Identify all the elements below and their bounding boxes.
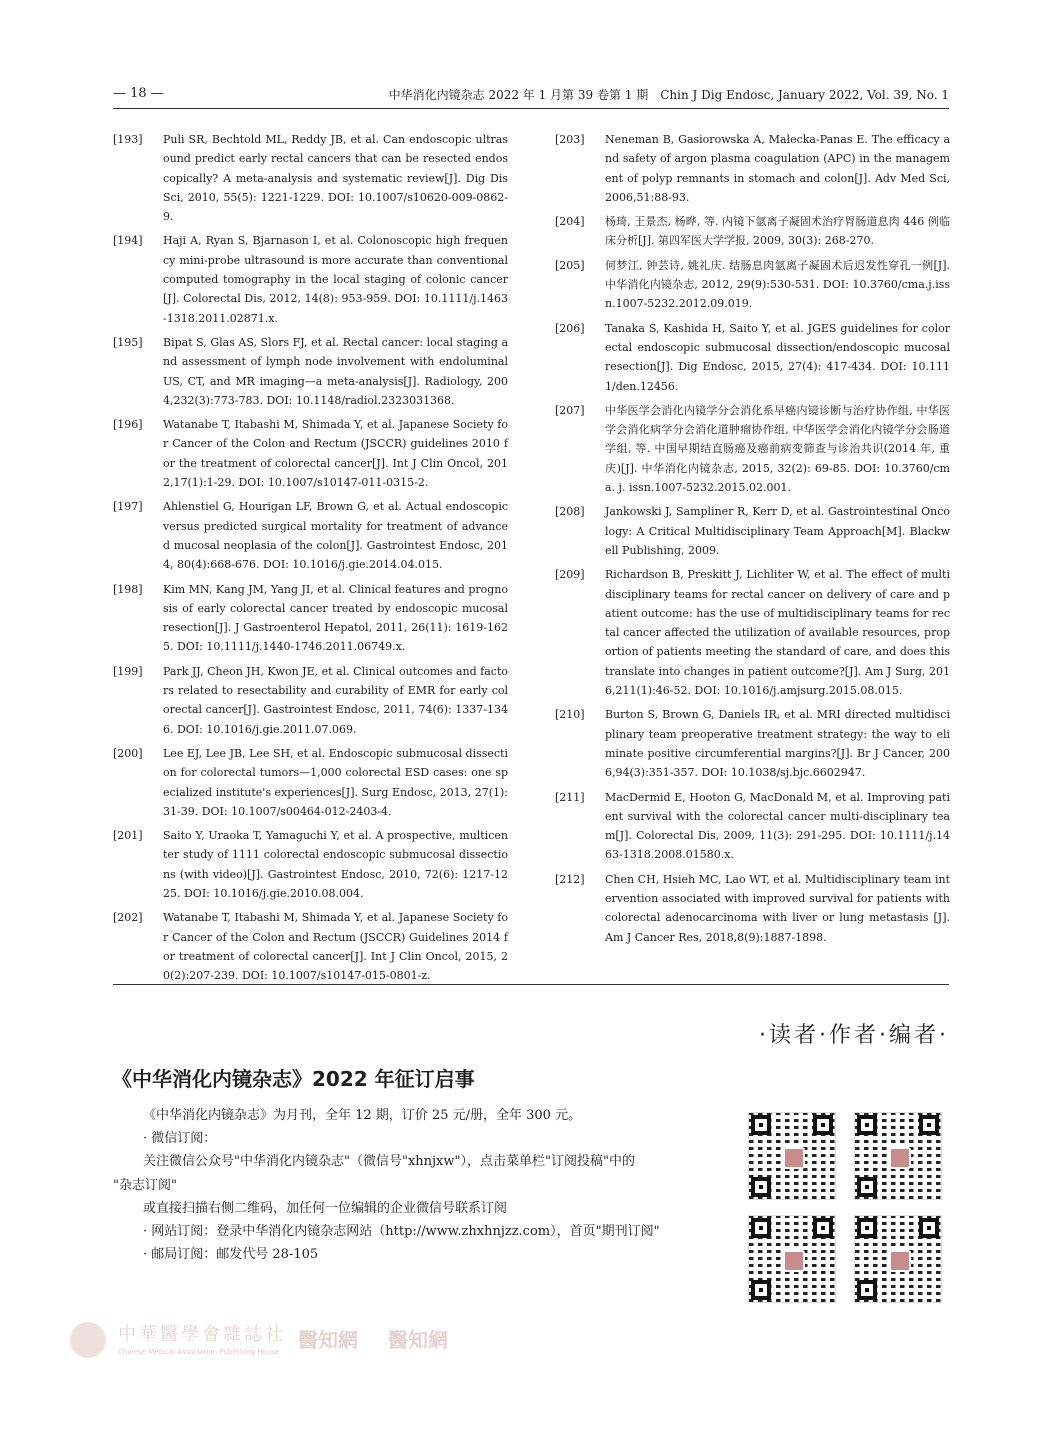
reference-number: [202]: [113, 911, 143, 925]
notice-title: 《中华消化内镜杂志》2022 年征订启事: [112, 1067, 475, 1091]
reference-number: [204]: [555, 215, 585, 229]
qr-code-grid: [748, 1112, 948, 1302]
reference-text: Watanabe T, Itabashi M, Shimada Y, et al. Japanese Society for Cancer of the Colon and Rectum (JSCCR) guidelines 2010 for the treatment of colorectal cancer[J]. Int J Clin Oncol, 2012,17(1):1-29. DOI: 10.1007/s10147-011-0315-2.: [163, 418, 508, 490]
editor-avatar: [783, 1147, 805, 1169]
reference-number: [193]: [113, 133, 143, 146]
reference-item: [555, 705, 950, 782]
reference-number: [209]: [555, 568, 585, 582]
reference-text: Kim MN, Kang JM, Yang JI, et al. Clinical features and prognosis of early colorectal cancer treated by endoscopic mucosal resection[J]. J Gastroenterol Hepatol, 2011, 26(11): 1619-1625. DOI: 10.1111/j.1440-1746.2011.06749.x.: [163, 582, 508, 654]
references-left-column: [113, 130, 508, 990]
reference-number: [203]: [555, 133, 585, 146]
reference-text: Lee EJ, Lee JB, Lee SH, et al. Endoscopic submucosal dissection for colorectal tumors—1,000 colorectal ESD cases: one specialized institute's experiences[J]. Surg Endosc, 2013, 27(1):31-39. DOI: 10.1007/s00464-012-2403-4.: [163, 746, 508, 818]
reference-number: [194]: [113, 234, 143, 248]
page-header: [113, 84, 949, 109]
reference-number: [201]: [113, 829, 143, 843]
reference-number: [198]: [113, 582, 143, 596]
editor-avatar: [889, 1147, 911, 1169]
reference-number: [206]: [555, 321, 585, 335]
reference-text: Tanaka S, Kashida H, Saito Y, et al. JGES guidelines for colorectal endoscopic submucosal dissection/endoscopic mucosal resection[J]. Dig Endosc, 2015, 27(4): 417-434. DOI: 10.1111/den.12456.: [605, 321, 950, 393]
notice-paragraph: · 邮局订阅：邮发代号 28-105: [143, 1247, 319, 1263]
reference-text: Park JJ, Cheon JH, Kwon JE, et al. Clinical outcomes and factors related to resectability and curability of EMR for early colorectal cancer[J]. Gastrointest Endosc, 2011, 74(6): 1337-1346. DOI: 10.1016/j.gie.2011.07.069.: [163, 664, 508, 736]
reference-number: [207]: [555, 403, 585, 417]
reference-item: [113, 744, 508, 821]
notice-paragraph: 关注微信公众号"中华消化内镜杂志"（微信号"xhnjxw"），点击菜单栏"订阅投稿"中的: [143, 1154, 635, 1170]
references-right-column: [555, 130, 950, 952]
reference-text: Richardson B, Preskitt J, Lichliter W, et al. The effect of multidisciplinary teams for rectal cancer on delivery of care and patient outcome: has the use of multidisciplinary teams for rectal cancer affected the utilization of available resources, proportion of patients meeting the standard of care, and does this translate into changes in patient outcome?[J]. Am J Surg, 2016,211(1):46-52. DOI: 10.1016/j.amjsurg.2015.08.015.: [605, 568, 950, 698]
notice-paragraph: 或直接扫描右侧二维码，加任何一位编辑的企业微信号联系订阅: [143, 1200, 508, 1216]
reference-number: [208]: [555, 505, 585, 519]
reference-text: Burton S, Brown G, Daniels IR, et al. MRI directed multidisciplinary team preoperative treatment strategy: the way to eliminate positive circumferential margins?[J]. Br J Cancer, 2006,94(3):351-357. DOI: 10.1038/sj.bjc.6602947.: [605, 708, 950, 780]
reference-number: [211]: [555, 790, 585, 804]
notice-paragraph: · 微信订阅：: [143, 1131, 217, 1147]
reference-number: [195]: [113, 335, 143, 349]
reference-item: [555, 212, 950, 251]
reference-item: [113, 231, 508, 327]
reference-number: [197]: [113, 500, 143, 514]
reference-item: [555, 130, 950, 207]
reference-text: Watanabe T, Itabashi M, Shimada Y, et al. Japanese Society for Cancer of the Colon and Rectum (JSCCR) Guidelines 2014 for treatment of colorectal cancer[J]. Int J Clin Oncol, 2015, 20(2):207-239. DOI: 10.1007/s10147-015-0801-z.: [163, 911, 508, 983]
reference-item: [113, 826, 508, 903]
reference-text: 杨琦, 王景杰, 杨晔, 等. 内镜下氩离子凝固术治疗胃肠道息肉 446 例临床分析[J]. 第四军医大学学报, 2009, 30(3): 268-270.: [605, 215, 950, 248]
reference-item: [555, 319, 950, 396]
reference-text: Saito Y, Uraoka T, Yamaguchi Y, et al. A prospective, multicenter study of 1111 colorectal endoscopic submucosal dissections (with video)[J]. Gastrointest Endosc, 2010, 72(6): 1217-1225. DOI: 10.1016/j.gie.2010.08.004.: [163, 829, 508, 900]
qr-code-icon[interactable]: [854, 1215, 942, 1303]
notice-body: [113, 1104, 738, 1266]
qr-code-icon[interactable]: [748, 1215, 836, 1303]
reference-item: [113, 333, 508, 410]
notice-paragraph: · 网站订阅：登录中华消化内镜杂志网站（http://www.zhxhnjzz.com），首页"期刊订阅": [143, 1224, 660, 1240]
notice-paragraph: "杂志订阅": [113, 1177, 177, 1193]
reference-text: Jankowski J, Sampliner R, Kerr D, et al. Gastrointestinal Oncology: A Critical Multidisciplinary Team Approach[M]. Blackwell Publishing, 2009.: [605, 505, 950, 557]
publisher-name-en: Chinese Medical Association Publishing House: [118, 1348, 280, 1356]
reference-number: [205]: [555, 258, 585, 272]
publisher-seal-icon: [70, 1322, 106, 1358]
reference-item: [113, 662, 508, 739]
editor-avatar: [889, 1250, 911, 1272]
editor-avatar: [783, 1250, 805, 1272]
reference-number: [200]: [113, 746, 143, 760]
reference-text: Neneman B, Gasiorowska A, Małecka-Panas E. The efficacy and safety of argon plasma coagulation (APC) in the management of polyp remnants in stomach and colon[J]. Adv Med Sci, 2006,51:88-93.: [605, 133, 950, 204]
notice-paragraph: 《中华消化内镜杂志》为月刊，全年 12 期，订价 25 元/册，全年 300 元。: [143, 1108, 582, 1123]
reference-text: Bipat S, Glas AS, Slors FJ, et al. Rectal cancer: local staging and assessment of lymph node involvement with endoluminal US, CT, and MR imaging—a meta-analysis[J]. Radiology, 2004,232(3):773-783. DOI: 10.1148/radiol.2323031368.: [163, 335, 508, 407]
reference-number: [196]: [113, 418, 143, 432]
reference-item: [555, 256, 950, 314]
reference-text: Puli SR, Bechtold ML, Reddy JB, et al. Can endoscopic ultrasound predict early rectal cancers that can be resected endoscopically? A meta-analysis and systematic review[J]. Dig Dis Sci, 2010, 55(5): 1221-1229. DOI: 10.1007/s10620-009-0862-9.: [163, 133, 508, 224]
publisher-logo: [70, 1318, 490, 1368]
page-number: — 18 —: [113, 86, 164, 101]
reference-number: [212]: [555, 872, 585, 886]
reference-item: [113, 415, 508, 492]
reference-item: [113, 580, 508, 657]
reference-item: [555, 401, 950, 497]
reference-item: [113, 130, 508, 226]
section-divider: [113, 984, 949, 985]
reference-item: [113, 908, 508, 985]
reference-item: [555, 565, 950, 700]
reference-text: Haji A, Ryan S, Bjarnason I, et al. Colonoscopic high frequency mini-probe ultrasound is more accurate than conventional computed tomography in the local staging of colonic cancer[J]. Colorectal Dis, 2012, 14(8): 953-959. DOI: 10.1111/j.1463-1318.2011.02871.x.: [163, 234, 508, 325]
reference-text: MacDermid E, Hooton G, MacDonald M, et al. Improving patient survival with the colorectal cancer multi-disciplinary team[J]. Colorectal Dis, 2009, 11(3): 291-295. DOI: 10.1111/j.1463-1318.2008.01580.x.: [605, 790, 950, 862]
section-tag: ·读者·作者·编者·: [759, 1023, 949, 1048]
qr-code-icon[interactable]: [854, 1112, 942, 1200]
reference-text: 何梦江, 钟芸诗, 姚礼庆. 结肠息肉氩离子凝固术后迟发性穿孔一例[J]. 中华消化内镜杂志, 2012, 29(9):530-531. DOI: 10.3760/cma.j.issn.1007-5232.2012.09.019.: [605, 258, 950, 311]
reference-item: [113, 497, 508, 574]
reference-item: [555, 870, 950, 947]
publisher-brand-logo: 醫知網: [298, 1328, 358, 1352]
reference-text: Chen CH, Hsieh MC, Lao WT, et al. Multidisciplinary team intervention associated with improved survival for patients with colorectal adenocarcinoma with liver or lung metastasis [J]. Am J Cancer Res, 2018,8(9):1887-1898.: [605, 872, 950, 944]
publisher-brand-logo: 醫知網: [388, 1328, 448, 1352]
reference-text: Ahlenstiel G, Hourigan LF, Brown G, et al. Actual endoscopic versus predicted surgical mortality for treatment of advanced mucosal neoplasia of the colon[J]. Gastrointest Endosc, 2014, 80(4):668-676. DOI: 10.1016/j.gie.2014.04.015.: [163, 500, 508, 572]
reference-text: 中华医学会消化内镜学分会消化系早癌内镜诊断与治疗协作组, 中华医学会消化病学分会消化道肿瘤协作组, 中华医学会消化内镜学分会肠道学组, 等. 中国早期结直肠癌及癌前病变筛查与诊治共识(2014 年, 重庆)[J]. 中华消化内镜杂志, 2015, 32(2): 69-85. DOI: 10.3760/cma. j. issn.1007-5232.2015.02.001.: [605, 403, 950, 495]
reference-item: [555, 502, 950, 560]
reference-number: [199]: [113, 664, 143, 678]
qr-code-icon[interactable]: [748, 1112, 836, 1200]
running-head: 中华消化内镜杂志 2022 年 1 月第 39 卷第 1 期 Chin J Dig Endosc, January 2022, Vol. 39, No. 1: [388, 88, 949, 102]
reference-number: [210]: [555, 708, 585, 722]
reference-item: [555, 788, 950, 865]
publisher-name-cn: 中華醫學會雜誌社: [118, 1324, 286, 1345]
